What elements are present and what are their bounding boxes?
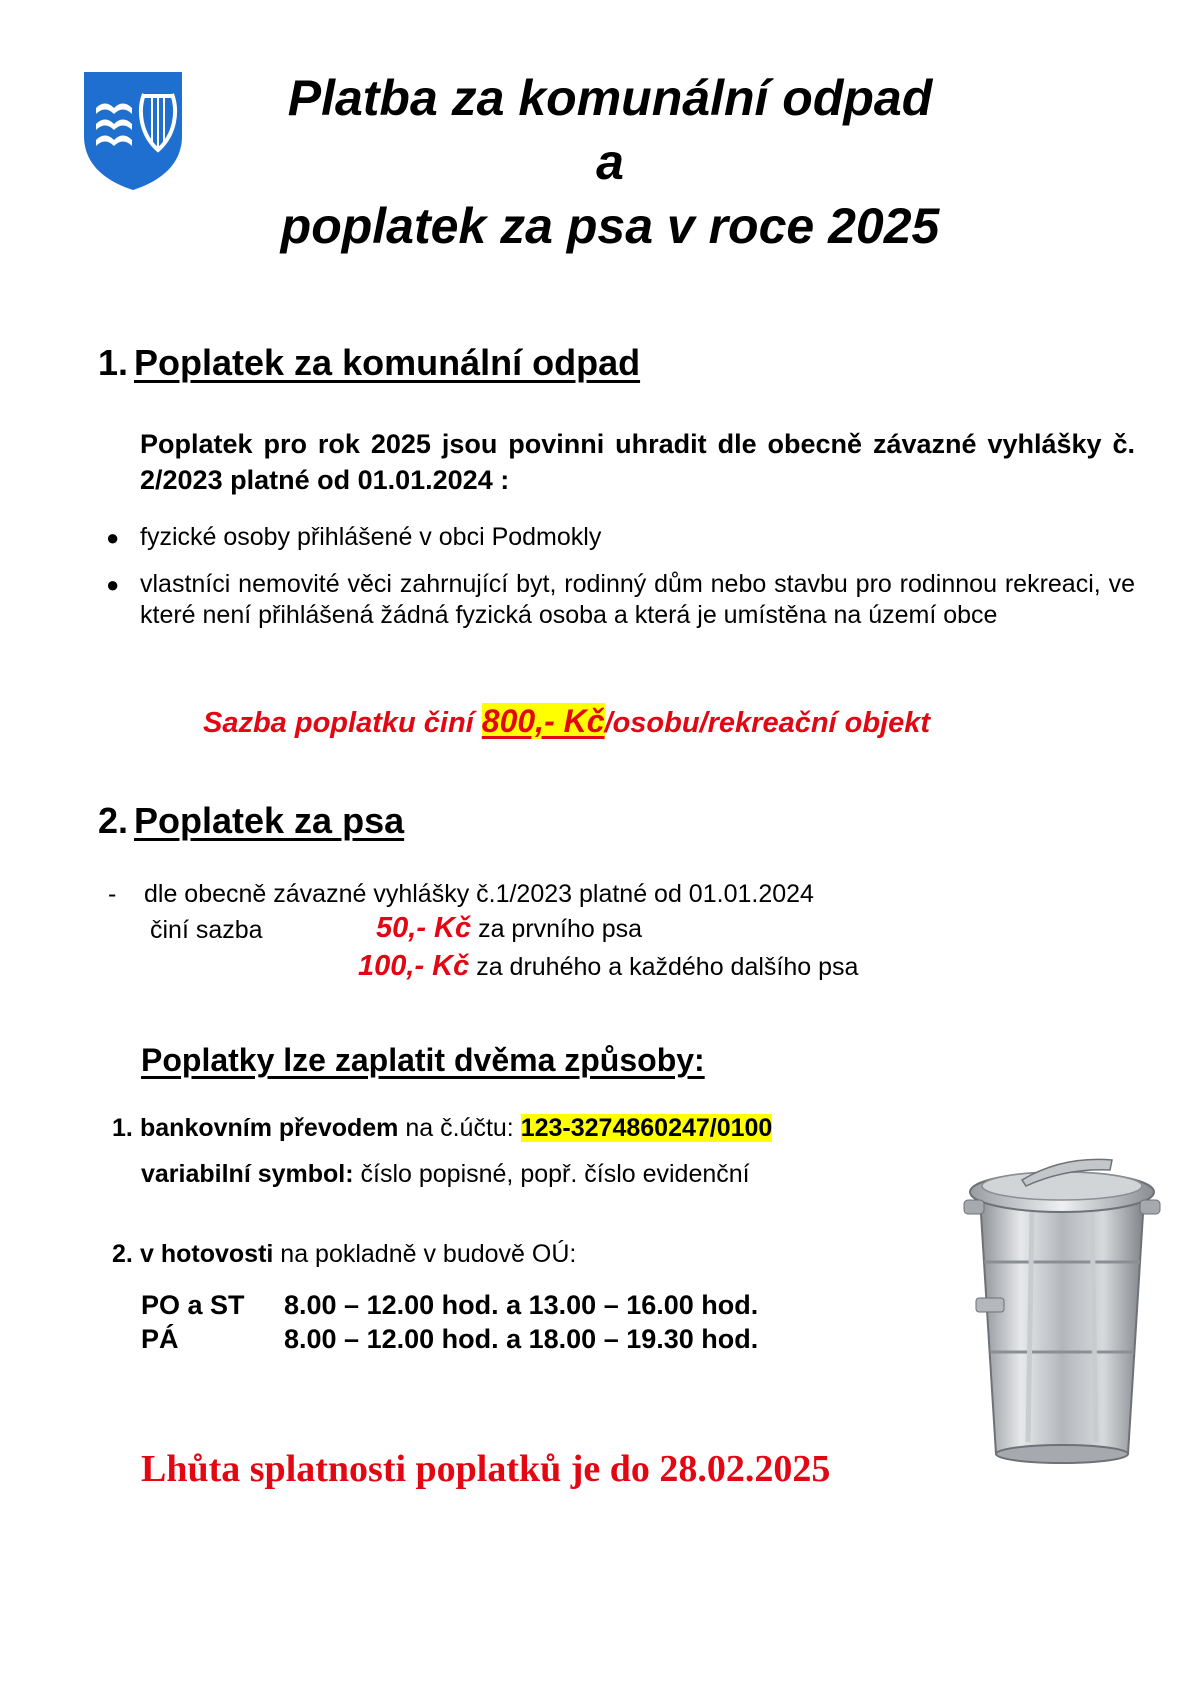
- payment-heading-text: Poplatky lze zaplatit dvěma způsoby:: [141, 1042, 705, 1078]
- rate-suffix: /osobu/rekreační objekt: [604, 707, 931, 739]
- method2-label: v hotovosti: [140, 1240, 274, 1268]
- vs-label: variabilní symbol:: [141, 1160, 354, 1188]
- method1-label: bankovním převodem: [140, 1114, 399, 1142]
- section2-number: 2.: [98, 800, 129, 841]
- dog-fee-first: [376, 912, 642, 945]
- section1-title: Poplatek za komunální odpad: [134, 342, 641, 383]
- title-line-2: a: [596, 134, 624, 190]
- title-line-3: poplatek za psa v roce 2025: [280, 198, 940, 254]
- hours-time: 8.00 – 12.00 hod. a 18.00 – 19.30 hod.: [284, 1324, 759, 1354]
- payment-deadline: Lhůta splatnosti poplatků je do 28.02.2025: [141, 1448, 831, 1490]
- dog-fee-rate-label: činí sazba: [150, 916, 263, 944]
- payment-method-cash: [112, 1240, 576, 1269]
- rate-amount: 800,- Kč: [481, 703, 605, 739]
- hours-days: PÁ: [141, 1324, 179, 1354]
- office-hours-row: [141, 1324, 758, 1355]
- bank-account-number: 123-3274860247/0100: [520, 1114, 773, 1142]
- section2-heading: [98, 800, 404, 842]
- method2-number: 2.: [112, 1240, 133, 1268]
- hours-days: PO a ST: [141, 1290, 245, 1320]
- bullet-dot-icon: ●: [106, 525, 120, 550]
- second-dog-text: za druhého a každého dalšího psa: [476, 953, 859, 981]
- payment-method-bank: [112, 1114, 772, 1143]
- rate-prefix: Sazba poplatku činí: [203, 707, 474, 739]
- dog-fee-second: [358, 950, 858, 983]
- bullet-dot-icon: ●: [106, 572, 120, 597]
- bullet-text: vlastníci nemovité věci zahrnující byt, rodinný dům nebo stavbu pro rodinnou rekreaci, ve které není přihlášená žádná fyzická osoba a která je umístěna na území obce: [140, 570, 1135, 629]
- bullet-item: [106, 522, 1135, 553]
- first-dog-text: za prvního psa: [478, 915, 643, 943]
- variable-symbol: [141, 1160, 750, 1189]
- method2-text: na pokladně v budově OÚ:: [273, 1240, 577, 1268]
- bullet-item: [106, 569, 1135, 631]
- bullet-text: fyzické osoby přihlášené v obci Podmokly: [140, 523, 602, 551]
- title-line-1: Platba za komunální odpad: [287, 70, 933, 126]
- office-hours-row: [141, 1290, 758, 1321]
- coat-of-arms-logo: [82, 70, 184, 192]
- waste-fee-rate: [203, 703, 930, 740]
- dog-fee-regulation: dle obecně závazné vyhlášky č.1/2023 platné od 01.01.2024: [144, 880, 814, 908]
- trash-bin-image: [962, 1152, 1162, 1470]
- section1-intro: Poplatek pro rok 2025 jsou povinni uhradit dle obecně závazné vyhlášky č. 2/2023 platné od 01.01.2024 :: [140, 429, 1135, 495]
- section1-number: 1.: [98, 342, 129, 383]
- dog-fee-dash: -: [108, 880, 117, 908]
- section2-title: Poplatek za psa: [134, 800, 405, 841]
- page-title: [200, 66, 1020, 258]
- method1-number: 1.: [112, 1114, 133, 1142]
- vs-text: číslo popisné, popř. číslo evidenční: [353, 1160, 750, 1188]
- method1-text: na č.účtu:: [398, 1114, 521, 1142]
- first-dog-amount: 50,- Kč: [376, 912, 472, 944]
- payment-heading: [141, 1042, 705, 1079]
- second-dog-amount: 100,- Kč: [358, 950, 470, 982]
- section1-heading: [98, 342, 640, 384]
- hours-time: 8.00 – 12.00 hod. a 13.00 – 16.00 hod.: [284, 1290, 759, 1320]
